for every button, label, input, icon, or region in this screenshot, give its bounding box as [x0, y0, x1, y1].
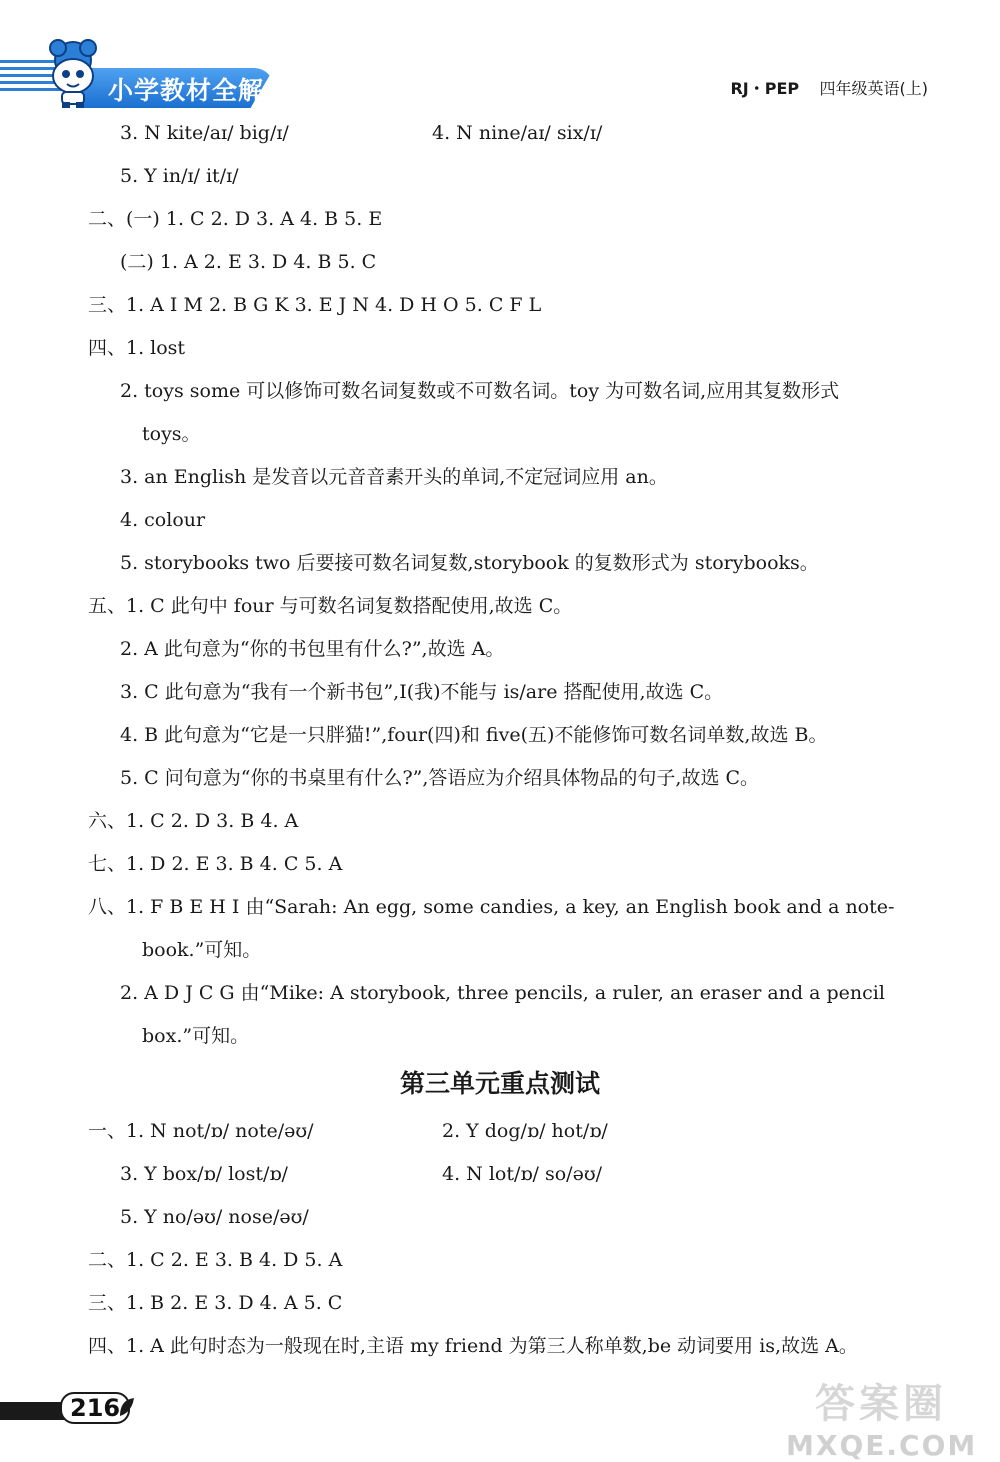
- mascot-icon: [40, 38, 106, 114]
- answer-line: 4. B 此句意为“它是一只胖猫!”,four(四)和 five(五)不能修饰可数名词单数,故选 B。: [120, 724, 828, 746]
- answer-line: 三、1. B 2. E 3. D 4. A 5. C: [88, 1292, 343, 1314]
- answer-line: book.”可知。: [142, 939, 262, 961]
- answer-line: 二、(一) 1. C 2. D 3. A 4. B 5. E: [88, 208, 383, 230]
- answer-line: (二) 1. A 2. E 3. D 4. B 5. C: [120, 251, 377, 273]
- answer-line: 2. A 此句意为“你的书包里有什么?”,故选 A。: [120, 638, 505, 660]
- answer-line: 四、1. lost: [88, 337, 186, 359]
- answer-line: 七、1. D 2. E 3. B 4. C 5. A: [88, 853, 343, 875]
- answer-line: toys。: [142, 423, 201, 445]
- book-series: RJ・PEP: [730, 79, 800, 98]
- answer-line: 3. Y box/ɒ/ lost/ɒ/: [120, 1163, 288, 1185]
- answer-line: 三、1. A I M 2. B G K 3. E J N 4. D H O 5. C F L: [88, 294, 542, 316]
- answer-line: box.”可知。: [142, 1025, 250, 1047]
- grade-subject: 四年级英语(上): [819, 79, 928, 98]
- answer-line: 5. Y no/əʊ/ nose/əʊ/: [120, 1206, 309, 1228]
- answer-line: 八、1. F B E H I 由“Sarah: An egg, some candies, a key, an English book and a note-: [88, 896, 895, 918]
- watermark-url: MXQE.COM: [786, 1429, 978, 1462]
- answer-line: 六、1. C 2. D 3. B 4. A: [88, 810, 299, 832]
- header-title: 小学教材全解: [108, 76, 265, 105]
- page-header: [0, 0, 1000, 110]
- answer-line: 2. Y dog/ɒ/ hot/ɒ/: [442, 1120, 608, 1142]
- answer-line: 一、1. N not/ɒ/ note/əʊ/: [88, 1120, 314, 1142]
- answer-line: 四、1. A 此句时态为一般现在时,主语 my friend 为第三人称单数,be 动词要用 is,故选 A。: [88, 1335, 858, 1357]
- leaf-icon: [118, 1396, 136, 1422]
- answer-line: 5. Y in/ɪ/ it/ɪ/: [120, 165, 239, 187]
- answer-line: 4. N lot/ɒ/ so/əʊ/: [442, 1163, 603, 1185]
- page-number: 216: [60, 1392, 130, 1424]
- watermark-logo: 答案圈: [815, 1381, 947, 1427]
- answer-line: 5. C 问句意为“你的书桌里有什么?”,答语应为介绍具体物品的句子,故选 C。: [120, 767, 760, 789]
- answer-line: 4. colour: [120, 509, 206, 531]
- answer-line: 3. an English 是发音以元音音素开头的单词,不定冠词应用 an。: [120, 466, 668, 488]
- answer-line: 二、1. C 2. E 3. B 4. D 5. A: [88, 1249, 343, 1271]
- answer-line: 3. C 此句意为“我有一个新书包”,I(我)不能与 is/are 搭配使用,故选 C。: [120, 681, 724, 703]
- answer-line: 2. toys some 可以修饰可数名词复数或不可数名词。toy 为可数名词,应用其复数形式: [120, 380, 840, 402]
- watermark: [786, 1372, 978, 1462]
- answer-line: 五、1. C 此句中 four 与可数名词复数搭配使用,故选 C。: [88, 595, 573, 617]
- answer-line: 5. storybooks two 后要接可数名词复数,storybook 的复数形式为 storybooks。: [120, 552, 819, 574]
- answer-line: 3. N kite/aɪ/ big/ɪ/: [120, 122, 289, 144]
- answer-line: 2. A D J C G 由“Mike: A storybook, three pencils, a ruler, an eraser and a pencil: [120, 982, 885, 1004]
- answer-line: 4. N nine/aɪ/ six/ɪ/: [432, 122, 603, 144]
- section-title: 第三单元重点测试: [399, 1069, 600, 1098]
- book-info: [730, 76, 928, 99]
